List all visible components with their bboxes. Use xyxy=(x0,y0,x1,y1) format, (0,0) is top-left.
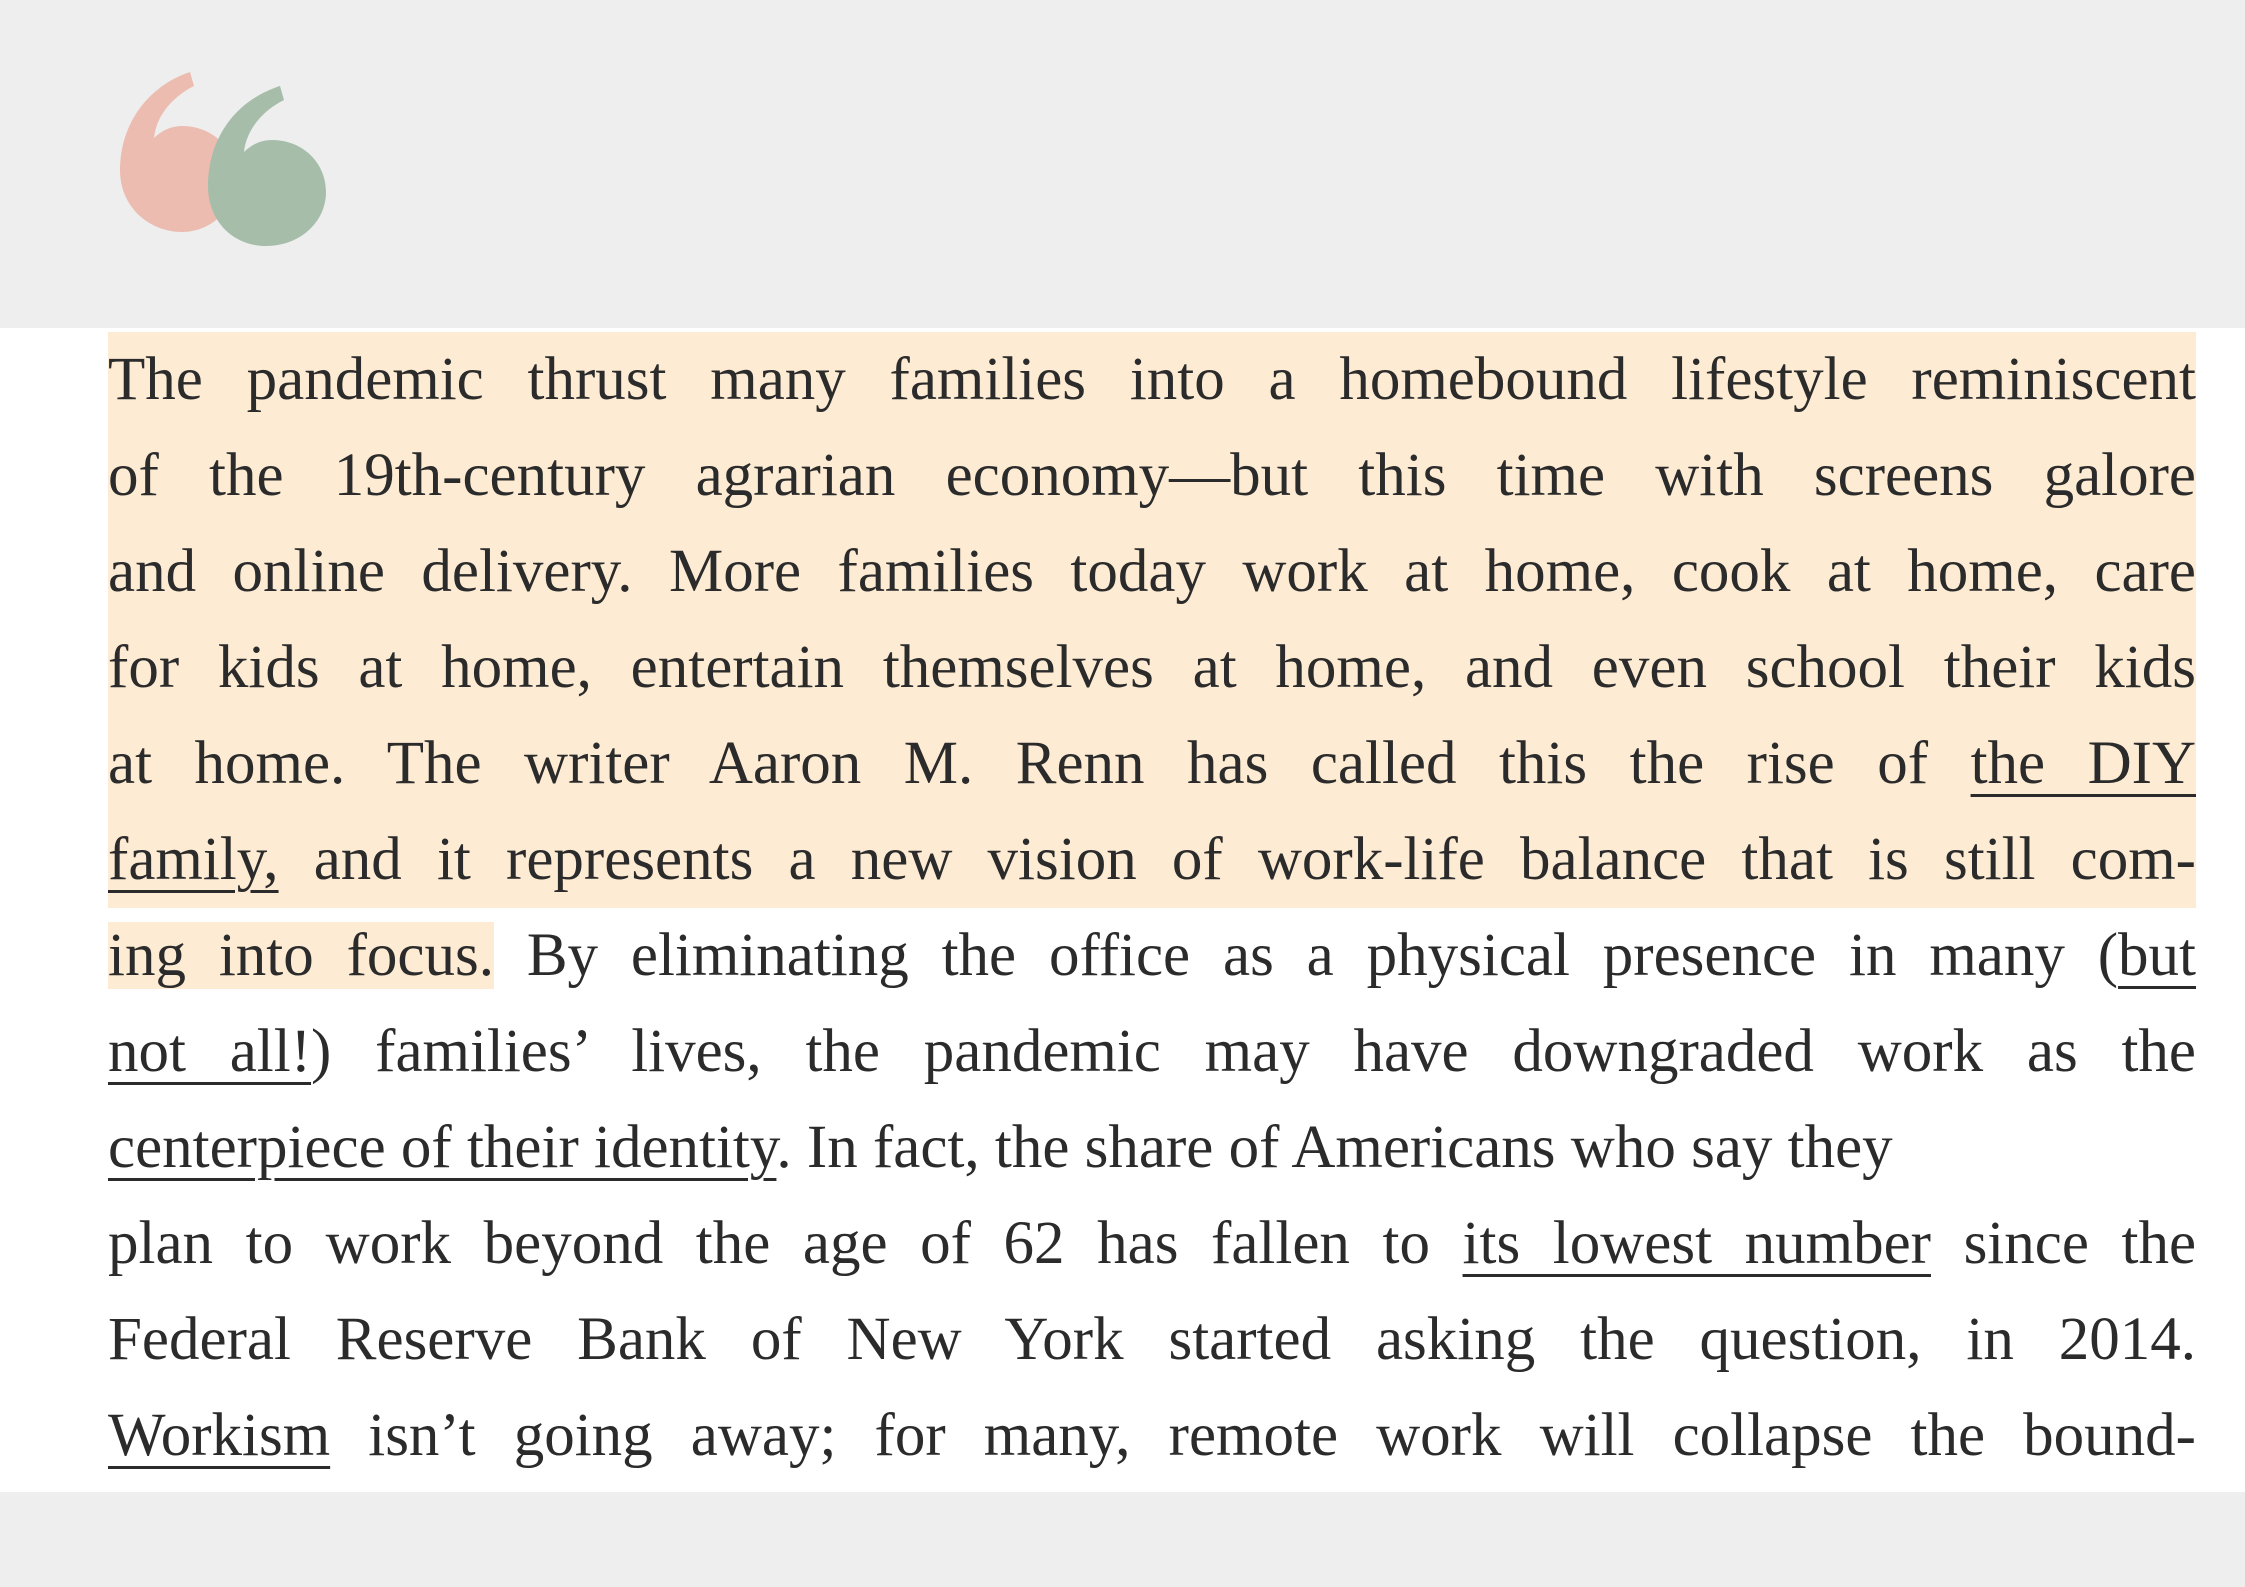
passage-line xyxy=(108,1004,2196,1100)
passage-line: and online delivery. More families today work at home, cook at home, care xyxy=(108,524,2196,620)
passage-text: isn’t going away; for many, remote work will collapse the bound- xyxy=(368,1402,2196,1469)
identity-link[interactable]: centerpiece of their identity xyxy=(108,1114,777,1181)
but-not-all-link-cont[interactable]: not all! xyxy=(108,1018,312,1085)
passage-text: plan to work beyond the age of 62 has fallen to xyxy=(108,1210,1430,1277)
passage-line xyxy=(108,812,2196,908)
bottom-margin xyxy=(0,1492,2245,1587)
passage-text: ) families’ lives, the pandemic may have downgraded work as the xyxy=(311,1018,2196,1085)
highlighted-text: ing into focus. xyxy=(108,922,494,989)
quote-right-glyph xyxy=(208,86,326,246)
diy-family-link[interactable]: the DIY xyxy=(1970,730,2197,797)
passage-text: By eliminating the office as a physical presence in many ( xyxy=(526,922,2119,989)
article-passage xyxy=(0,328,2245,1492)
diy-family-link-cont[interactable]: family, xyxy=(108,826,279,893)
passage-text: and it represents a new vision of work-life balance that is still com- xyxy=(313,826,2196,893)
passage-text: . In fact, the share of Americans who say they xyxy=(776,1114,1893,1181)
quote-header xyxy=(0,0,2245,328)
but-not-all-link[interactable]: but xyxy=(2118,922,2196,989)
lowest-number-link[interactable]: its lowest number xyxy=(1462,1210,1931,1277)
passage-line xyxy=(108,1388,2196,1484)
opening-double-quote-icon xyxy=(112,66,332,256)
passage-text: since the xyxy=(1963,1210,2197,1277)
passage-line xyxy=(108,908,2196,1004)
passage-line xyxy=(108,1100,2196,1196)
passage-text: at home. The writer Aaron M. Renn has called this the rise of xyxy=(108,730,1929,797)
passage-line xyxy=(108,716,2196,812)
passage-line: for kids at home, entertain themselves at home, and even school their kids xyxy=(108,620,2196,716)
passage-line xyxy=(108,1196,2196,1292)
passage-line: The pandemic thrust many families into a homebound lifestyle reminiscent xyxy=(108,332,2196,428)
passage-line: Federal Reserve Bank of New York started asking the question, in 2014. xyxy=(108,1306,2196,1373)
workism-link[interactable]: Workism xyxy=(108,1402,331,1469)
passage-line: of the 19th-century agrarian economy—but this time with screens galore xyxy=(108,428,2196,524)
